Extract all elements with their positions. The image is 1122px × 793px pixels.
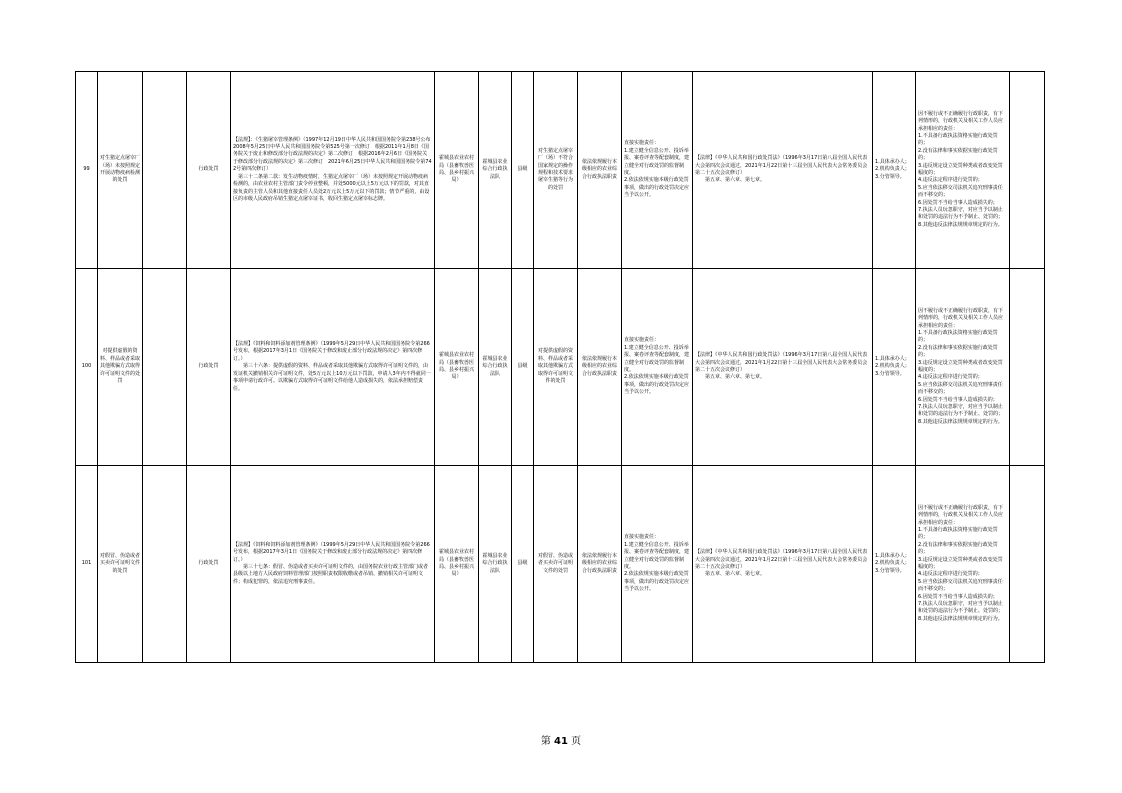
responsibility-law-basis: 【法律】《中华人民共和国行政处罚法》（1996年3月17日第八届全国人民代表大会第四次会议通过，2021年1月22日第十三届全国人民代表大会常务委员会第二十五次会议修订） 第五章、第六章、第七章。 <box>693 466 873 663</box>
responsibility-items: 直接实施责任： 1.建立健全信息公开、投诉举报、案卷评查等配套制度，建立健全对行政处罚的监督制度。 2.依法依规实施本级行政处罚事项，做出的行政处罚决定应当予以公开。 <box>622 466 693 663</box>
implementing-department: 霍城县农业农村局（县畜牧兽医局、县乡村振兴局） <box>435 269 479 466</box>
legal-basis: 【法规】《饲料和饲料添加剂管理条例》（1999年5月29日中华人民共和国国务院令第266号发布，根据2017年3月1日《国务院关于修改和废止部分行政法规的决定》第四次修订。） 第三十七条：假冒、伪造或者买卖许可证明文件的，由国务院农业行政主管部门或者县级以上地方人民政府饲料管理部门按照职责权限收缴或者吊销、撤销相关许可证明文件；构成犯罪的，依法追究刑事责任。 <box>231 466 435 663</box>
implementation-content: 对提供虚假的资料、样品或者采取其他欺骗方式取得许可证明文件的处罚 <box>534 269 578 466</box>
responsible-subject: 1.具体承办人； 2.机构负责人； 3.分管领导。 <box>873 269 916 466</box>
page-prefix: 第 <box>540 736 551 747</box>
accountability-situations: 因不履行或不正确履行行政职责，有下列情形的，行政机关及相关工作人员应承担相应的责任： 1.不具备行政执法资格实施行政处罚的； 2.没有法律和事实依据实施行政处罚的； 3.违反规定设立处罚种类或者改变处罚幅度的； 4.违反法定程序进行处罚的； 5.应当依法移交司法机关追究刑事责任而不移交的； 6.因处罚不当给当事人造成损失的； 7.执法人员玩忽职守，对应当予以制止和处罚的违法行为不予制止、处罚的； 8.其他违反法律法规规章规定的行为。 <box>916 72 1010 269</box>
responsibility-items: 直接实施责任： 1.建立健全信息公开、投诉举报、案卷评查等配套制度，建立健全对行政处罚的监督制度。 2.依法依规实施本级行政处罚事项，做出的行政处罚决定应当予以公开。 <box>622 72 693 269</box>
execution-level: 县级 <box>512 72 534 269</box>
duty-description: 依法依规履行本级相应的农业综合行政执法职责 <box>578 466 622 663</box>
power-list-table <box>75 71 1045 663</box>
row-number: 101 <box>76 466 98 663</box>
implementing-unit: 霍城县农业综合行政执法队 <box>479 269 512 466</box>
page-number-footer <box>0 732 1122 747</box>
power-type: 行政处罚 <box>187 72 231 269</box>
sub-item-cell <box>143 72 187 269</box>
item-name: 对提供虚假的资料、样品或者采取其他欺骗方式取得许可证明文件的处罚 <box>98 269 143 466</box>
item-name: 对生猪定点屠宰厂（场）未按照规定开展动物疫病检测的处罚 <box>98 72 143 269</box>
remark <box>1010 72 1045 269</box>
duty-description: 依法依规履行本级相应的农业综合行政执法职责 <box>578 72 622 269</box>
sub-item-cell <box>143 466 187 663</box>
remark <box>1010 466 1045 663</box>
implementing-unit: 霍城县农业综合行政执法队 <box>479 72 512 269</box>
execution-level: 县级 <box>512 466 534 663</box>
page-suffix: 页 <box>571 736 582 747</box>
remark <box>1010 269 1045 466</box>
table-row <box>76 466 1045 663</box>
implementing-unit: 霍城县农业综合行政执法队 <box>479 466 512 663</box>
table-row <box>76 269 1045 466</box>
duty-description: 依法依规履行本级相应的农业综合行政执法职责 <box>578 269 622 466</box>
implementation-content: 对生猪定点屠宰厂（场）不符合国家规定的操作规程和技术要求屠宰生猪等行为的处罚 <box>534 72 578 269</box>
accountability-situations: 因不履行或不正确履行行政职责，有下列情形的，行政机关及相关工作人员应承担相应的责任： 1.不具备行政执法资格实施行政处罚的； 2.没有法律和事实依据实施行政处罚的； 3.违反规定设立处罚种类或者改变处罚幅度的； 4.违反法定程序进行处罚的； 5.应当依法移交司法机关追究刑事责任而不移交的； 6.因处罚不当给当事人造成损失的； 7.执法人员玩忽职守，对应当予以制止和处罚的违法行为不予制止、处罚的； 8.其他违反法律法规规章规定的行为。 <box>916 466 1010 663</box>
power-type: 行政处罚 <box>187 466 231 663</box>
row-number: 100 <box>76 269 98 466</box>
implementation-content: 对假冒、伪造或者买卖许可证明文件的处罚 <box>534 466 578 663</box>
implementing-department: 霍城县农业农村局（县畜牧兽医局、县乡村振兴局） <box>435 72 479 269</box>
responsible-subject: 1.具体承办人； 2.机构负责人； 3.分管领导。 <box>873 72 916 269</box>
table-row <box>76 72 1045 269</box>
accountability-situations: 因不履行或不正确履行行政职责，有下列情形的，行政机关及相关工作人员应承担相应的责任： 1.不具备行政执法资格实施行政处罚的； 2.没有法律和事实依据实施行政处罚的； 3.违反规定设立处罚种类或者改变处罚幅度的； 4.违反法定程序进行处罚的； 5.应当依法移交司法机关追究刑事责任而不移交的； 6.因处罚不当给当事人造成损失的； 7.执法人员玩忽职守，对应当予以制止和处罚的违法行为不予制止、处罚的； 8.其他违反法律法规规章规定的行为。 <box>916 269 1010 466</box>
legal-basis: 【法规】：《生猪屠宰管理条例》（1997年12月19日中华人民共和国国务院令第238号公布 2008年5月25日中华人民共和国国务院令第525号第一次修订 根据2011年1月8日《国务院关于废止和修改部分行政法规的决定》第二次修订 根据2016年2月6日《国务院关于修改部分行政法规的决定》第三次修订 2021年6月25日中华人民共和国国务院令第742号第四次修订） 第三十二条第二款：发生动物疫情时，生猪定点屠宰厂（场）未按照规定开展动物疫病检测的，由农业农村主管部门责令停业整顿，并处5000元以上5万元以下的罚款，对其直接负责的主管人员和其他直接责任人员处2万元以上5万元以下的罚款；情节严重的，由设区的市级人民政府吊销生猪定点屠宰证书，收回生猪定点屠宰标志牌。 <box>231 72 435 269</box>
row-number: 99 <box>76 72 98 269</box>
item-name: 对假冒、伪造或者买卖许可证明文件的处罚 <box>98 466 143 663</box>
responsibility-law-basis: 【法律】《中华人民共和国行政处罚法》（1996年3月17日第八届全国人民代表大会第四次会议通过，2021年1月22日第十三届全国人民代表大会常务委员会第二十五次会议修订） 第五章、第六章、第七章。 <box>693 269 873 466</box>
page-number: 41 <box>554 736 568 747</box>
power-type: 行政处罚 <box>187 269 231 466</box>
execution-level: 县级 <box>512 269 534 466</box>
responsible-subject: 1.具体承办人； 2.机构负责人； 3.分管领导。 <box>873 466 916 663</box>
implementing-department: 霍城县农业农村局（县畜牧兽医局、县乡村振兴局） <box>435 466 479 663</box>
responsibility-law-basis: 【法律】《中华人民共和国行政处罚法》（1996年3月17日第八届全国人民代表大会第四次会议通过，2021年1月22日第十三届全国人民代表大会常务委员会第二十五次会议修订） 第五章、第六章、第七章。 <box>693 72 873 269</box>
responsibility-items: 直接实施责任： 1.建立健全信息公开、投诉举报、案卷评查等配套制度，建立健全对行政处罚的监督制度。 2.依法依规实施本级行政处罚事项，做出的行政处罚决定应当予以公开。 <box>622 269 693 466</box>
legal-basis: 【法规】《饲料和饲料添加剂管理条例》（1999年5月29日中华人民共和国国务院令第266号发布，根据2017年3月1日《国务院关于修改和废止部分行政法规的决定》第四次修订。） 第三十六条：提供虚假的资料、样品或者采取其他欺骗方式取得许可证明文件的，由发证机关撤销相关许可证明文件，处5万元以上10万元以下罚款，申请人3年内不得就同一事项申请行政许可。以欺骗方式取得许可证明文件给他人造成损失的，依法承担赔偿责任。 <box>231 269 435 466</box>
sub-item-cell <box>143 269 187 466</box>
